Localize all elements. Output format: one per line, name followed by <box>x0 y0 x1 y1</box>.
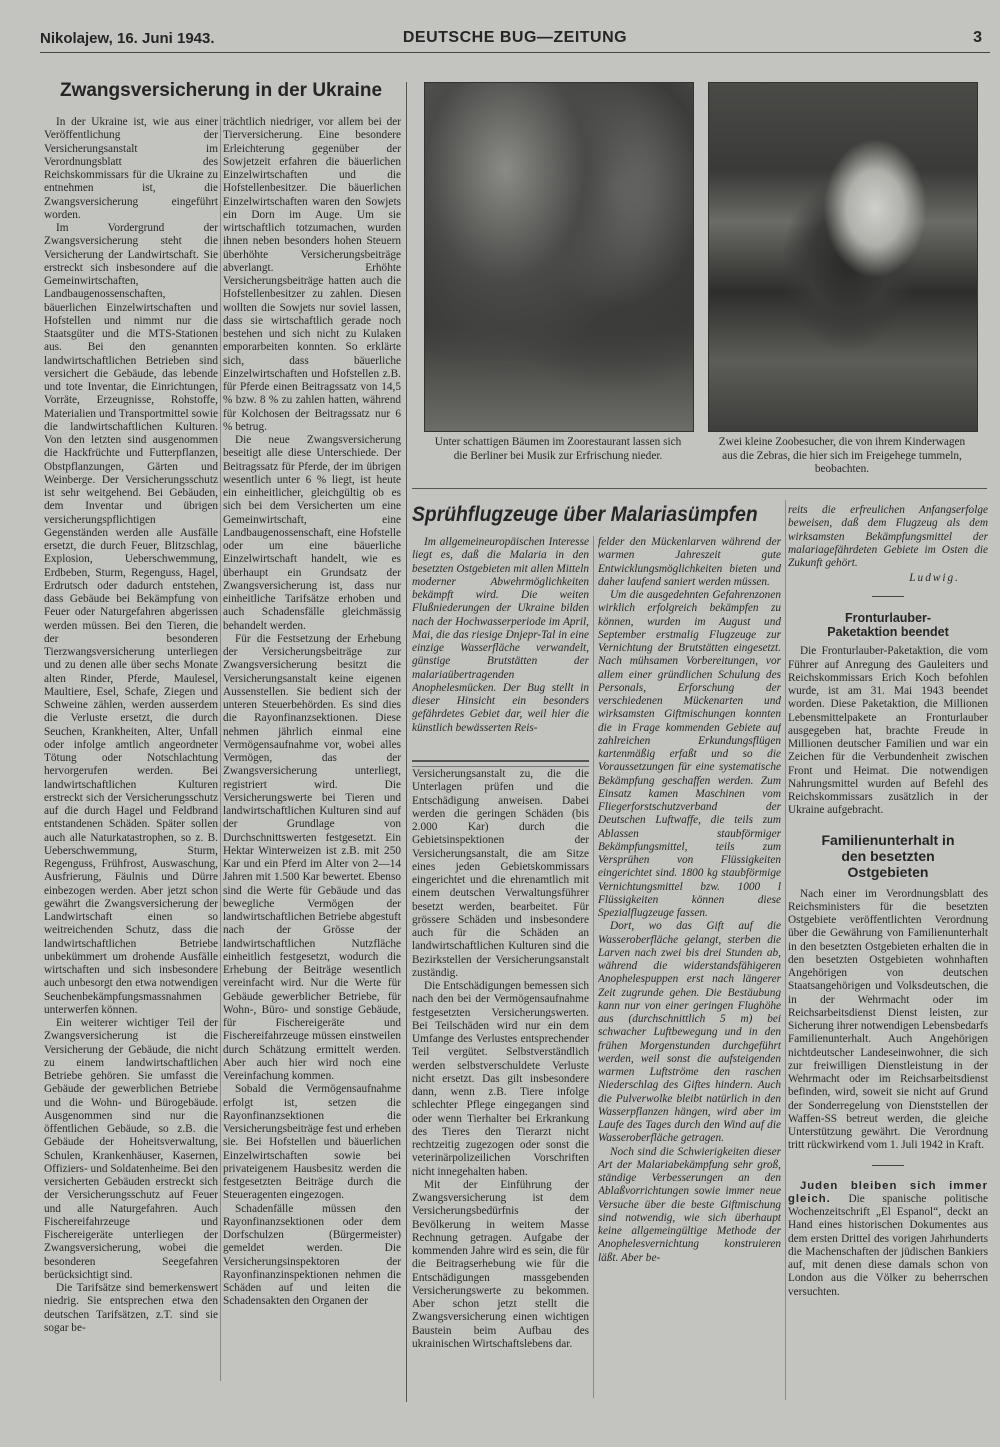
paragraph: Dort, wo das Gift auf die Wasseroberfläche gelangt, sterben die Larven nach zwei bis drei Stunden ab, während die widerstandsfähigeren Anophelespuppen erst nach längerer Zeit zugrunde gehen. Die Bestäubung kann nur von einer geringen Flughöhe aus (durchschnittlich 5 m) bei schwacher Luftbewegung und in den frühen Morgenstunden durchgeführt werden, weil sonst die aufsteigenden warmen Luftströme den raschen Niederschlag des Giftes hindern. Auch die Pulverwolke bleibt natürlich in den Wasserpflanzen hängen, wird aber im Laufe des Tages durch den Wind auf die Wasseroberfläche getragen. <box>598 920 781 1145</box>
headline-insurance: Zwangsversicherung in der Ukraine <box>59 80 383 101</box>
paragraph: Die Tarifsätze sind bemerkenswert niedrig. Sie entsprechen etwa den deutschen Tarifsätzen, z.T. sind sie sogar be- <box>44 1282 218 1334</box>
newspaper-title: DEUTSCHE BUG—ZEITUNG <box>402 29 628 46</box>
insurance-column-3 <box>412 768 589 1398</box>
photo-zoo-restaurant <box>424 82 694 432</box>
spanish-lead: Juden bleiben sich immer gleich. <box>788 1179 988 1205</box>
double-rule-divider <box>412 760 589 767</box>
malaria-column-b <box>598 536 781 1398</box>
paragraph: felder den Mückenlarven während der warmen Jahreszeit gute Entwicklungsmöglichkeiten bieten und daher laufend saniert werden müssen. <box>598 536 781 588</box>
paragraph: Sobald die Vermögensaufnahme erfolgt ist, setzen die Rayonfinanzsektionen die Versicherungsbeiträge fest und erheben sie. Bei Hofstellen und bäuerlichen Einzelwirtschaften sowie bei privateigenem Hausbesitz werden die festgesetzten Beiträge durch die Steueragenten eingezogen. <box>223 1083 401 1202</box>
paragraph: Um die ausgedehnten Gefahrenzonen wirklich erfolgreich bekämpfen zu können, wurden im August und September erstmalig Flugzeuge zur Vernichtung der Brutstätten eingesetzt. Nach mühsamen Vorbereitungen, vor allem einer gründlichen Schulung des Personals, Erforschung der verschiedenen Mückenarten und wirksamsten Giftmischungen konnten die in Frage kommenden Gebiete auf zahlreichen Erkundungsflügen kartenmäßig erfaßt und so die Voraussetzungen für eine systematische Bekämpfung geschaffen werden. Zum Einsatz kamen Maschinen vom Fliegerforstschutzverband der Deutschen Luftwaffe, die teils zum Ablassen staubförmiger Bekämpfungsmittel, teils zum Versprühen von Flüssigkeiten eingerichtet sind. 1800 kg staubförmige Vernichtungsmittel bzw. 1000 l Flüssigkeiten können diese Spezialflugzeuge fassen. <box>598 589 781 919</box>
paragraph: In der Ukraine ist, wie aus einer Veröffentlichung der Versicherungsanstalt im Verordnungsblatt des Reichskommissars für die Ukraine zu entnehmen ist, die Zwangsversicherung eingeführt worden. <box>44 116 218 221</box>
divider <box>872 1165 904 1166</box>
section-divider <box>412 488 987 489</box>
divider <box>872 596 904 597</box>
paragraph: Die neue Zwangsversicherung beseitigt alle diese Unterschiede. Der Beitragssatz für Pferde, der im übrigen wesentlich unter 6 % liegt, ist heute ein einheitlicher, gleichgültig ob es sich bei dem Versicherten um eine Gemeinwirtschaft, eine Landbaugenossenschaft, eine Hofstelle oder um eine bäuerliche Einzelwirtschaft handelt, wie es überhaupt ein Grundsatz der Zwangsversicherung ist, dass nur einheitliche Tarifsätze erhoben und auch Schadensfälle gleichmässig behandelt werden. <box>223 434 401 632</box>
caption-zoo-restaurant: Unter schattigen Bäumen im Zoorestaurant lassen sich die Berliner bei Musik zur Erfrischung nieder. <box>434 436 682 462</box>
paragraph: Im allgemeineuropäischen Interesse liegt es, daß die Malaria in den besetzten Ostgebieten mit allen Mitteln moderner Abwehrmöglichkeiten bekämpft wird. Die weiten Flußniederungen der Ukraine bilden nach der Hochwasserperiode im April, Mai, die das riesige Dnjepr-Tal in eine einzige Wasserfläche verwandelt, günstige Brutstätten der malariaübertragenden Anophelesmücken. Der Bug stellt in dieser Hinsicht ein besonders gefährdetes Gebiet dar, weil hier die künstlich bewässerten Reis- <box>412 536 589 734</box>
column-rule <box>406 82 407 1402</box>
malaria-column-c <box>788 504 988 570</box>
spanish-article <box>788 1180 988 1299</box>
headline-parcels: Fronturlauber-Paketaktion beendet <box>827 611 949 640</box>
photo-children-zebras <box>708 82 978 432</box>
issue-date: Nikolajew, 16. Juni 1943. <box>40 30 215 47</box>
paragraph: Nach einer im Verordnungsblatt des Reichsministers für die besetzten Ostgebiete veröffentlichten Verordnung über die Gewährung von Familienunterhalt in den besetzten Ostgebieten erhalten die in den besetzten Ostgebieten wohnhaften Angehörigen von deutschen Staatsangehörigen und Volksdeutschen, die in der Wehrmacht oder im Reichsarbeitsdienst Dienst leisten, zur Sicherung ihrer notwendigen Lebensbedarfs Familienunterhalt. Auch Angehörigen nichtdeutscher Landeseinwohner, die sich zur freiwilligen Dienstleistung in der Wehrmacht oder im Reichsarbeitsdienst befinden, wird, soweit sie nicht auf Grund der Sonderregelung von Dienststellen der Waffen-SS betreut werden, die gleiche Unterstützung gewährt. Die Verordnung tritt rückwirkend vom 1. Juli 1942 in Kraft. <box>788 887 988 1152</box>
masthead <box>40 28 990 53</box>
headline-family: Familienunterhalt in den besetzten Ostgebieten <box>821 831 955 880</box>
page-number: 3 <box>973 29 982 46</box>
malaria-column-a <box>412 536 589 752</box>
column-rule <box>220 116 221 1381</box>
parcels-body <box>788 645 988 817</box>
paragraph: Mit der Einführung der Zwangsversicherung ist dem Versicherungsbedürfnis der Bevölkerung in weitem Masse Rechnung getragen. Aufgabe der kommenden Jahre wird es sein, die für die Beitragserhebung wie für die Entschädigungen massgebenden Versicherungswerte zu bekommen. Aber schon jetzt stellt die Zwangsversicherung einen wichtigen Baustein beim Aufbau des ukrainischen Wirtschaftslebens dar. <box>412 1178 589 1350</box>
insurance-column-2 <box>223 116 401 1384</box>
paragraph: Die Fronturlauber-Paketaktion, die vom Führer auf Anregung des Gauleiters und Reichskommissars Erich Koch befohlen wurde, ist am 31. Mai 1943 beendet worden. Diese Paketaktion, die Millionen Lebensmittelpakete an Fronturlauber ausgegeben hat, brachte Freude in Millionen deutscher Familien und war ein Zeichen für die Verbundenheit zwischen Front und Heimat. Die notwendigen Nahrungsmittel wurden auf Befehl des Reichskommissars zusätzlich in der Ukraine aufgebracht. <box>788 645 988 817</box>
right-column <box>788 504 988 1404</box>
paragraph: Ein weiterer wichtiger Teil der Zwangsversicherung ist die Versicherung der Gebäude, die nicht zu einem landwirtschaftlichen Betriebe gehören. Sie umfasst die Gebäude der gewerblichen Betriebe und die Wohn- und Bürogebäude. Ausgenommen sind nur die öffentlichen Gebäude, so z.B. die Gebäude der Hoheitsverwaltung, Schulen, Krankenhäuser, Kasernen, Offiziers- und Soldatenheime. Bei den versicherten Gebäuden erstreckt sich der Versicherungsschutz auf Feuer und alle Naturgefahren. Auch Fischereifahrzeuge und Fischereigeräte unterliegen der Zwangsversicherung, wobei die besonderen Seegefahren berücksichtigt sind. <box>44 1017 218 1281</box>
author-byline: Ludwig. <box>909 572 960 585</box>
family-body <box>788 888 988 1153</box>
paragraph: reits die erfreulichen Anfangserfolge beweisen, daß dem Flugzeug als dem wirksamsten Bekämpfungsmittel der malariagefährdeten Gebiete im Osten die Zukunft gehört. <box>788 504 988 569</box>
paragraph: Für die Festsetzung der Erhebung der Versicherungsbeiträge zur Zwangsversicherung besitzt die Versicherungsanstalt keine eigenen Aussenstellen. Sie bedient sich der unteren Steuerbehörden. Es sind dies die Rayonfinanzsektionen. Diese nehmen jährlich einmal eine Vermögensaufnahme vor, wobei alles Vermögen, das der Zwangsversicherung unterliegt, registriert wird. Die Versicherungswerte bei Tieren und landwirtschaftlichen Kulturen sind auf der Grundlage von Durchschnittswerten festgesetzt. Ein Hektar Winterweizen ist z.B. mit 250 Kar und ein Pferd im Alter von 2—14 Jahren mit 1.500 Kar bewertet. Ebenso sind die Werte für Gebäude und das bewegliche Vermögen der landwirtschaftlichen Betriebe abgestuft nach der Grösse der landwirtschaftlichen Nutzfläche einheitlich festgesetzt, wodurch die Erhebung der Beiträge wesentlich vereinfacht wird. Nur die Werte für Gebäude gewerblicher Betriebe, für Wohn-, Büro- und sonstige Gebäude, für Fischereigeräte und Fischereifahrzeuge müssen einstweilen durch Schätzung ermittelt werden. Aber auch hier wird noch eine Vereinfachung kommen. <box>223 632 401 1082</box>
paragraph: Versicherungsanstalt zu, die die Unterlagen prüfen und die Entschädigung anweisen. Dabei werden die geringen Schäden (bis 2.000 Kar) durch die Gebietsinspektionen der Versicherungsanstalt, die am Sitze eines jeden Gebietskommissars eingerichtet und die ehrenamtlich mit einem deutschen Verwaltungsführer besetzt werden, bearbeitet. Für grössere Schäden und insbesondere auch für die Schäden an landwirtschaftlichen Kulturen sind die Bezirkstellen der Versicherungsanstalt zuständig. <box>412 768 589 979</box>
caption-children-zebras: Zwei kleine Zoobesucher, die von ihrem Kinderwagen aus die Zebras, die hier sich im Freigehege tummeln, beobachten. <box>718 436 966 475</box>
column-rule <box>785 500 786 1400</box>
spanish-body: Die spanische politische Wochenzeitschrift „El Espanol“, deckt an Hand eines historischen Dokumentes aus dem ersten Drittel des vorigen Jahrhunderts die Machenschaften der jüdischen Bankiers auf, mit denen diese damals schon von London aus die Völker zu beherrschen versuchten. <box>788 1192 988 1298</box>
column-rule <box>593 536 594 1398</box>
paragraph: Im Vordergrund der Zwangsversicherung steht die Versicherung der Landwirtschaft. Sie erstreckt sich insbesondere auf die Gemeinwirtschaften, Landbaugenossenschaften, bäuerlichen Einzelwirtschaften und Hofstellen und nimmt nur die Staatsgüter und die MTS-Stationen aus. Bei den genannten landwirtschaftlichen Betrieben sind versichert die Gebäude, das lebende und tote Inventar, die Einrichtungen, Vorräte, Erzeugnisse, Rohstoffe, Materialien und Transportmittel sowie die landwirtschaftlichen Kulturen. Von den letzten sind ausgenommen die Hackfrüchte und Futterpflanzen, Obstpflanzungen, Gärten und Weinberge. Der Versicherungsschutz ist sehr weitgehend. Bei Gebäuden, dem Inventar und übrigen versicherungspflichtigen Gegenständen werden alle Ausfälle ersetzt, die durch Feuer, Blitzschlag, Explosion, Ueberschwemmung, Erdbeben, Sturm, Regenguss, Hagel, Erdrutsch oder dadurch entstehen, dass Gebäude bei Bekämpfung von Feuer oder Naturgefahren abgerissen werden müssen. Bei den Tieren, die der besonderen Tierzwangsversicherung unterliegen und zu denen alle über sechs Monate alten Rinder, Pferde, Maulesel, Maultiere, Esel, Schafe, Ziegen und Schweine zählen, werden ausserdem die Verluste ersetzt, die durch Seuchen, Krankheiten, Alter, Unfall oder infolge amtlich angeordneter Tötung oder Notschlachtung hervorgerufen werden. Bei landwirtschaftlichen Kulturen erstreckt sich der Versicherungsschutz auf die durch Hagel und Feldbrand entstandenen Schäden. Später sollen auch alle Naturkatastrophen, so z. B. Ueberschwemmung, Sturm, Regenguss, Frühfrost, Auswaschung, Ausfrierung, Fäulnis und Dürre einbezogen werden. Aber jetzt schon gewährt die Zwangsversicherung der Landwirtschaft einen so weitreichenden Schutz, dass die landwirtschaftlichen Betriebe unbekümmert um drohende Ausfälle wirtschaften und sich insbesondere auch unbesorgt den etwa notwendigen Seuchenbekämpfungsmassnahmen unterwerfen können. <box>44 222 218 1016</box>
insurance-column-1 <box>44 116 218 1384</box>
paragraph: trächtlich niedriger, vor allem bei der Tierversicherung. Eine besondere Erleichterung gegenüber der Sowjetzeit erfahren die bäuerlichen Einzelwirtschaften und die Hofstellenbesitzer. Die bäuerlichen Einzelwirtschaften waren den Sowjets ein Dorn im Auge. Um sie wirtschaftlich totzumachen, wurden ihnen neben besonders hohen Steuern überhöhte Versicherungsbeiträge abverlangt. Erhöhte Versicherungsbeiträge hatten auch die Hofstellenbesitzer zu zahlen. Diesen wollten die Sowjets nur soviel lassen, dass sie wirtschaftlich gerade noch bestehen und sich nicht zu Kulaken emporarbeiten konnten. So erklärte sich, dass bäuerliche Einzelwirtschaften und Hofstellen z.B. für Pferde einen Beitragssatz von 14,5 % bzw. 8 % zu zahlen hatten, während für Kolchosen der Beitragssatz nur 6 % betrug. <box>223 116 401 433</box>
paragraph: Noch sind die Schwierigkeiten dieser Art der Malariabekämpfung sehr groß, ständige Verbesserungen an den Ablaßvorrichtungen sowie immer neue Versuche über die beste Giftmischung sind notwendig, wie sich überhaupt keine allgemeingültige Methode der Anophelesvernichtung konstruieren läßt. Aber be- <box>598 1145 781 1264</box>
paragraph: Schadenfälle müssen den Rayonfinanzsektionen oder dem Dorfschulzen (Bürgermeister) gemeldet werden. Die Versicherungsinspektoren der Rayonfinanzinspektionen nehmen die Schäden auf und leiten die Schadensakten den Organen der <box>223 1202 401 1308</box>
headline-malaria: Sprühflugzeuge über Malariasümpfen <box>412 503 758 526</box>
paragraph: Die Entschädigungen bemessen sich nach den bei der Vermögensaufnahme festgesetzten Versicherungswerten. Bei Teilschäden wird nur ein dem Umfange des Verlustes entsprechender Teil vergütet. Selbstverständlich werden selbstverschuldete Verluste nicht ersetzt. Das gilt insbesondere dann, wenn z.B. Tiere infolge schlechter Pflege eingegangen sind oder wenn Tierhalter bei Erkrankung des Tieres den Tierarzt nicht rechtzeitig zugezogen oder sonst die veterinärpolizeilichen Vorschriften nicht innegehalten haben. <box>412 980 589 1178</box>
